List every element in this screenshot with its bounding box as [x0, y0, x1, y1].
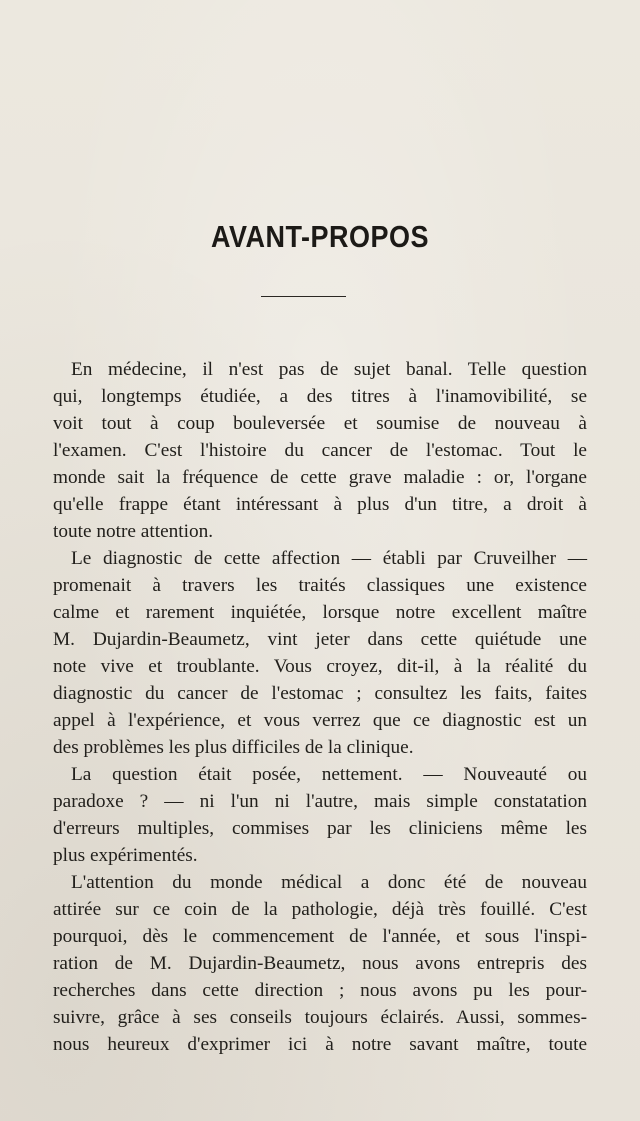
text-line: des problèmes les plus difficiles de la clinique. [53, 737, 414, 758]
text-line: M. Dujardin-Beaumetz, vint jeter dans cette quiétude une [53, 629, 587, 650]
paragraph-4 [53, 869, 587, 1058]
text-line: En médecine, il n'est pas de sujet banal. Telle question [71, 359, 587, 380]
text-line: qu'elle frappe étant intéressant à plus d'un titre, a droit à [53, 494, 587, 515]
text-line: paradoxe ? — ni l'un ni l'autre, mais simple constatation [53, 791, 587, 812]
title-rule [261, 296, 346, 297]
text-line: La question était posée, nettement. — Nouveauté ou [71, 764, 587, 785]
text-line: ration de M. Dujardin-Beaumetz, nous avons entrepris des [53, 953, 587, 974]
text-line: plus expérimentés. [53, 845, 198, 866]
text-line: qui, longtemps étudiée, a des titres à l'inamovibilité, se [53, 386, 587, 407]
text-line: note vive et troublante. Vous croyez, dit-il, à la réalité du [53, 656, 587, 677]
text-line: pourquoi, dès le commencement de l'année, et sous l'inspi- [53, 926, 587, 947]
text-line: voit tout à coup bouleversée et soumise de nouveau à [53, 413, 587, 434]
text-line: attirée sur ce coin de la pathologie, déjà très fouillé. C'est [53, 899, 587, 920]
text-line: nous heureux d'exprimer ici à notre savant maître, toute [53, 1034, 587, 1055]
text-line: L'attention du monde médical a donc été de nouveau [71, 872, 587, 893]
text-line: Le diagnostic de cette affection — établi par Cruveilher — [71, 548, 587, 569]
text-line: appel à l'expérience, et vous verrez que ce diagnostic est un [53, 710, 587, 731]
text-line: calme et rarement inquiétée, lorsque notre excellent maître [53, 602, 587, 623]
text-line: promenait à travers les traités classiques une existence [53, 575, 587, 596]
text-line: suivre, grâce à ses conseils toujours éclairés. Aussi, sommes- [53, 1007, 587, 1028]
text-line: monde sait la fréquence de cette grave maladie : or, l'organe [53, 467, 587, 488]
paragraph-1 [53, 356, 587, 545]
text-line: toute notre attention. [53, 521, 214, 542]
page-title: AVANT-PROPOS [210, 220, 430, 254]
paragraph-3 [53, 761, 587, 869]
paragraph-2 [53, 545, 587, 761]
text-line: diagnostic du cancer de l'estomac ; consultez les faits, faites [53, 683, 587, 704]
body-text [53, 356, 587, 1058]
text-line: d'erreurs multiples, commises par les cliniciens même les [53, 818, 587, 839]
text-line: recherches dans cette direction ; nous avons pu les pour- [53, 980, 587, 1001]
text-line: l'examen. C'est l'histoire du cancer de l'estomac. Tout le [53, 440, 587, 461]
